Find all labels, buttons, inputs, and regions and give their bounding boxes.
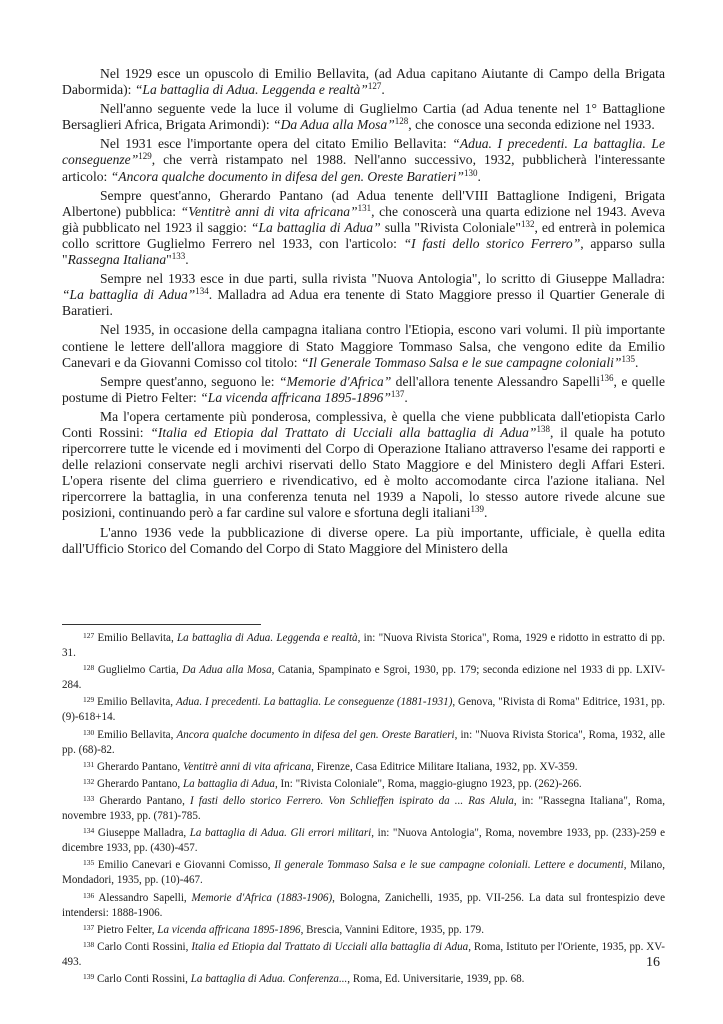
paragraph <box>62 66 665 98</box>
italic-title: Il generale Tommaso Salsa e le sue campagne coloniali. Lettere e documenti <box>274 859 624 872</box>
text-run: Emilio Bellavita, <box>94 696 176 709</box>
italic-title: Memorie d'Africa (1883-1906) <box>191 891 333 904</box>
italic-title: “Adua. I precedenti. La battaglia. Le conseguenze” <box>62 136 666 168</box>
page-number: 16 <box>646 955 660 970</box>
text-run: Sempre nel 1933 esce in due parti, sulla rivista "Nuova Antologia", lo scritto di Giuseppe Malladra: <box>100 271 665 287</box>
italic-title: La battaglia di Adua <box>182 777 275 790</box>
text-run: Nel 1935, in occasione della campagna italiana contro l'Etiopia, escono vari volumi. Il più importante contiene le lettere dell'allora maggiore di Stato Maggiore Tommaso Salsa, che vengono edite da Emilio Canevari e da Giovanni Comisso col titolo: <box>62 322 665 370</box>
footnote-ref: 136 <box>83 890 95 900</box>
text-run: Guglielmo Cartia, <box>94 664 183 677</box>
main-text <box>62 66 665 557</box>
footnote-ref: 136 <box>600 372 614 383</box>
text-run: Carlo Conti Rossini, <box>94 940 192 953</box>
footnote-ref: 130 <box>83 727 95 737</box>
footnote-ref: 138 <box>536 423 550 434</box>
footnote <box>62 826 665 856</box>
footnote-ref: 127 <box>83 631 95 640</box>
italic-title: Rassegna Italiana <box>67 252 167 268</box>
paragraph <box>62 322 665 370</box>
text-run: , ed entrerà in polemica collo scrittore Guglielmo Ferrero nel 1933, con l'articolo: <box>62 219 666 251</box>
text-run: . <box>634 354 639 370</box>
footnote-ref: 135 <box>621 353 635 364</box>
footnote-ref: 134 <box>83 826 95 836</box>
footnote <box>62 777 665 792</box>
footnotes <box>62 631 665 989</box>
text-run: L'anno 1936 vede la pubblicazione di diverse opere. La più importante, ufficiale, è quella edita dall'Ufficio Storico del Comando del Corpo di Stato Maggiore del Ministero della <box>62 524 665 556</box>
italic-title: Ancora qualche documento in difesa del gen. Oreste Baratieri <box>176 728 455 741</box>
italic-title: Ventitrè anni di vita africana <box>182 760 312 773</box>
paragraph <box>62 271 665 319</box>
paragraph <box>62 525 665 557</box>
text-run: Giuseppe Malladra, <box>94 827 190 840</box>
footnote-ref: 133 <box>171 251 186 262</box>
text-run: . <box>381 82 385 98</box>
italic-title: La vicenda affricana 1895-1896 <box>157 923 301 936</box>
text-run: , e quelle postume di Pietro Felter: <box>62 373 665 405</box>
italic-title: Adua. I precedenti. La battaglia. Le conseguenze (1881-1931) <box>175 696 453 709</box>
text-run: Gherardo Pantano, <box>94 794 190 807</box>
text-run: , il quale ha potuto ripercorrere tutte le vicende ed i movimenti del Corpo di Operazione Italiano attraverso l'esame dei rapporti e delle relazioni conservate negli archivi riservati dello Stato Maggiore e del Ministero degli Affari Esteri. L'opera risente del clima guerriero e rivendicativo, ed è molto accomodante circa l'azione italiana. Nel ripercorrere la battaglia, in una conferenza tenuta nel 1939 a Napoli, lo stesso autore rivede alcune sue posizioni, continuando però a far cardine sul valore e sfortuna degli italiani <box>62 424 665 521</box>
paragraph <box>62 409 665 522</box>
text-run: . <box>477 168 481 184</box>
text-run: Sempre quest'anno, seguono le: <box>100 373 279 389</box>
text-run: Gherardo Pantano, <box>94 760 183 773</box>
text-run: , Brescia, Vannini Editore, 1935, pp. 179. <box>300 923 484 936</box>
text-run: Emilio Bellavita, <box>94 632 177 644</box>
text-run: , In: "Rivista Coloniale", Roma, maggio-giugno 1923, pp. (262)-266. <box>274 777 582 790</box>
italic-title: “Ventitrè anni di vita africana” <box>180 203 358 219</box>
footnote <box>62 858 665 888</box>
text-run: , in: "Nuova Rivista Storica", Roma, 1932, alle pp. (68)-82. <box>62 728 665 756</box>
text-run: , Firenze, Casa Editrice Militare Italiana, 1932, pp. XV-359. <box>311 760 578 773</box>
italic-title: “La battaglia di Adua. Leggenda e realtà” <box>134 82 368 98</box>
text-run: Carlo Conti Rossini, <box>94 972 191 985</box>
italic-title: Da Adua alla Mosa <box>182 664 272 677</box>
text-run: Pietro Felter, <box>94 923 158 936</box>
paragraph <box>62 136 665 184</box>
text-run: , Roma, Ed. Universitarie, 1939, pp. 68. <box>347 972 525 985</box>
text-run: dell'allora tenente Alessandro Sapelli <box>391 373 601 389</box>
footnote <box>62 940 665 970</box>
text-run: . Malladra ad Adua era tenente di Stato Maggiore presso il Quartier Generale di Baratieri. <box>62 287 665 319</box>
text-run: Gherardo Pantano, <box>94 777 183 790</box>
text-run: Nell'anno seguente vede la luce il volume di Guglielmo Cartia (ad Adua tenente nel 1° Battaglione Bersaglieri Africa, Brigata Arimondi): <box>62 101 665 133</box>
footnote-list <box>62 631 665 987</box>
footnote-ref: 131 <box>83 759 95 769</box>
body-paragraphs <box>62 66 665 557</box>
text-run: Sempre quest'anno, Gherardo Pantano (ad Adua tenente dell'VIII Battaglione Indigeni, Brigata Albertone) pubblica: <box>62 187 665 219</box>
footnote <box>62 794 665 824</box>
italic-title: “La battaglia di Adua” <box>62 287 196 303</box>
footnote-ref: 129 <box>83 695 95 705</box>
text-run: . <box>483 505 488 521</box>
italic-title: La battaglia di Adua. Gli errori militari <box>189 827 372 840</box>
footnote-ref: 132 <box>520 218 535 229</box>
text-run: Emilio Bellavita, <box>94 728 177 741</box>
paragraph <box>62 188 665 268</box>
text-run: , che conosce una seconda edizione nel 1933. <box>408 117 655 133</box>
footnote <box>62 923 665 938</box>
text-run: " <box>166 252 172 268</box>
footnote-ref: 131 <box>357 202 372 213</box>
footnote-ref: 128 <box>394 116 409 127</box>
italic-title: I fasti dello storico Ferrero. Von Schlieffen ispirato da ... Ras Alula <box>189 794 514 807</box>
italic-title: “Italia ed Etiopia dal Trattato di Ucciali alla battaglia di Adua” <box>150 424 537 440</box>
text-run: , Genova, "Rivista di Roma" Editrice, 1931, pp. (9)-618+14. <box>62 696 665 724</box>
paragraph <box>62 101 665 133</box>
text-run: , che conoscerà una quarta edizione nel 1943. Aveva già pubblicato nel 1923 il saggio: <box>62 203 666 235</box>
footnote-ref: 135 <box>83 858 95 868</box>
text-run: Alessandro Sapelli, <box>94 891 192 904</box>
italic-title: “I fasti dello storico Ferrero” <box>403 235 581 251</box>
text-run: , apparso sulla " <box>62 235 665 268</box>
footnote <box>62 728 665 758</box>
italic-title: “Il Generale Tommaso Salsa e le sue campagne coloniali” <box>301 354 622 370</box>
footnote-ref: 134 <box>195 286 209 297</box>
footnote-ref: 139 <box>83 971 95 981</box>
text-run: , in: "Rassegna Italiana", Roma, novembre 1933, pp. (781)-785. <box>62 794 665 823</box>
footnote-ref: 129 <box>138 151 152 162</box>
footnote-ref: 139 <box>470 504 484 515</box>
text-run: , Roma, Istituto per l'Oriente, 1935, pp. XV-493. <box>62 940 665 968</box>
text-run: , che verrà ristampato nel 1988. Nell'anno successivo, 1932, pubblicherà l'interessante articolo: <box>62 152 665 184</box>
text-run: Emilio Canevari e Giovanni Comisso, <box>94 859 275 872</box>
text-run: Nel 1931 esce l'importante opera del citato Emilio Bellavita: <box>100 136 453 152</box>
footnote-ref: 127 <box>367 81 382 92</box>
text-run: , in: "Nuova Antologia", Roma, novembre 1933, pp. (233)-259 e dicembre 1933, pp. (430)-457. <box>62 827 665 855</box>
text-run: . <box>185 252 189 268</box>
text-run: Nel 1929 esce un opuscolo di Emilio Bellavita, (ad Adua capitano Aiutante di Campo della Brigata Dabormida): <box>62 66 665 98</box>
italic-title: La battaglia di Adua. Conferenza... <box>190 972 348 985</box>
text-run: , in: "Nuova Rivista Storica", Roma, 1929 e ridotto in estratto di pp. 31. <box>62 632 665 660</box>
text-run: Ma l'opera certamente più ponderosa, complessiva, è quella che viene pubblicata dall'etiopista Carlo Conti Rossini: <box>62 408 665 440</box>
footnote-ref: 137 <box>83 922 95 932</box>
text-run: . <box>404 389 408 405</box>
footnote-ref: 137 <box>390 388 405 399</box>
italic-title: “Ancora qualche documento in difesa del gen. Oreste Baratieri” <box>110 168 464 184</box>
paragraph <box>62 374 665 406</box>
italic-title: “La battaglia di Adua” <box>250 219 381 235</box>
italic-title: Italia ed Etiopia dal Trattato di Ucciali alla battaglia di Adua <box>191 940 469 953</box>
text-run: , Milano, Mondadori, 1935, pp. (10)-467. <box>62 859 665 887</box>
italic-title: “Da Adua alla Mosa” <box>273 117 395 133</box>
footnote <box>62 695 665 725</box>
footnote-ref: 130 <box>463 167 478 178</box>
italic-title: La battaglia di Adua. Leggenda e realtà <box>177 632 358 644</box>
text-run: sulla "Rivista Coloniale" <box>380 219 521 235</box>
italic-title: “Memorie d'Africa” <box>278 373 392 389</box>
footnote-ref: 132 <box>83 776 95 786</box>
footnote <box>62 760 665 775</box>
footnote <box>62 631 665 661</box>
text-run: , Bologna, Zanichelli, 1935, pp. VII-256. La data sul frontespizio deve intendersi: 1888-1906. <box>62 891 665 919</box>
footnote-ref: 138 <box>83 939 95 949</box>
footnote-ref: 128 <box>83 663 95 673</box>
footnote <box>62 891 665 921</box>
footnote <box>62 972 665 987</box>
italic-title: “La vicenda affricana 1895-1896” <box>200 389 391 405</box>
text-run: , Catania, Spampinato e Sgroi, 1930, pp. 179; seconda edizione nel 1933 di pp. LXIV-284. <box>62 664 665 692</box>
footnote <box>62 663 665 693</box>
footnote-separator <box>62 624 261 625</box>
footnote-ref: 133 <box>83 793 95 803</box>
